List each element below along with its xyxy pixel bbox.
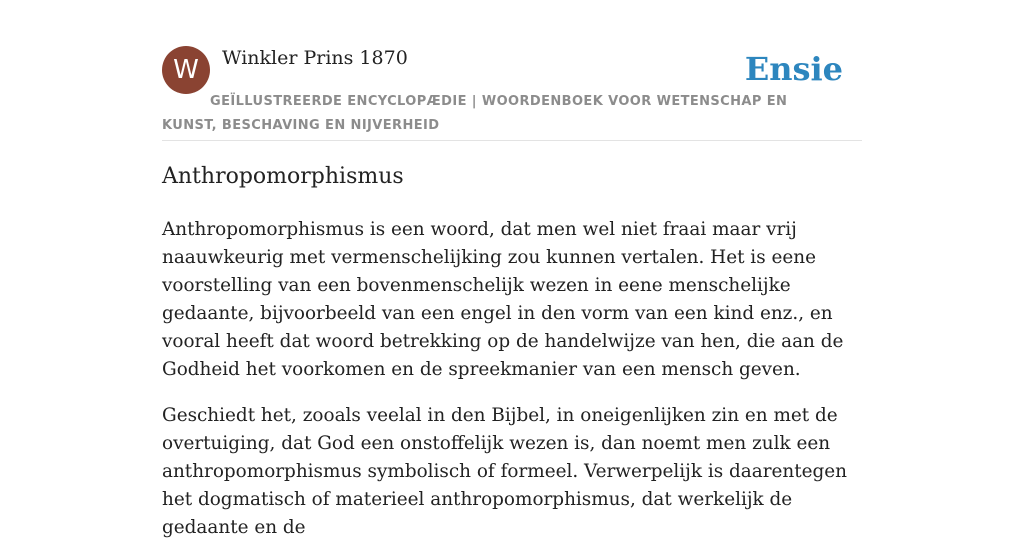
article-paragraph: Anthropomorphismus is een woord, dat men wel niet fraai maar vrij naauwkeurig met vermenschelijking zou kunnen vertalen. Het is eene voorstelling van een bovenmenschelijk wezen in eene menschelijke gedaante, bijvoorbeeld van een engel in den vorm van een kind enz., en vooral heeft dat woord betrekking op de handelwijze van hen, die aan de Godheid het voorkomen en de spreekmanier van een mensch geven. xyxy=(162,219,844,380)
header xyxy=(162,46,862,141)
ensie-logo-link[interactable]: Ensie xyxy=(744,50,843,88)
article-body xyxy=(162,216,864,560)
article-paragraph: Geschiedt het, zooals veelal in den Bijbel, in oneigenlijken zin en met de overtuiging, dat God een onstoffelijk wezen is, dan noemt men zulk een anthropomorphismus symbolisch of formeel. Verwerpelijk is daarentegen het dogmatisch of materieel anthropomorphismus, dat werkelijk de gedaante en de xyxy=(162,405,847,538)
source-subtitle: GEÏLLUSTREERDE ENCYCLOPÆDIE | WOORDENBOEK VOOR WETENSCHAP EN KUNST, BESCHAVING EN NIJVERHEID xyxy=(162,94,788,133)
source-avatar[interactable]: W xyxy=(162,46,210,94)
source-title-link[interactable]: Winkler Prins 1870 xyxy=(222,47,408,69)
article-title: Anthropomorphismus xyxy=(162,164,404,189)
